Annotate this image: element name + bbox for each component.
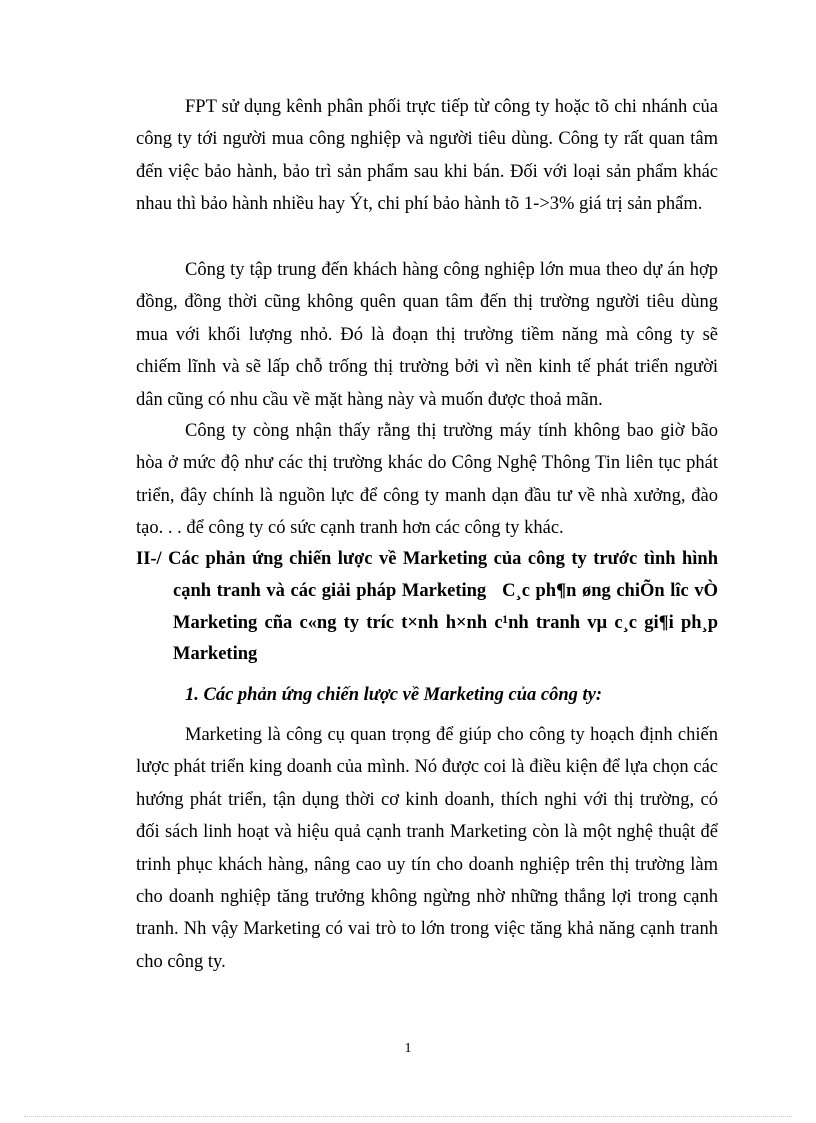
subsection-heading: 1. Các phản ứng chiến lược về Marketing của công ty:	[185, 685, 602, 705]
paragraph-market-saturation: Công ty còng nhận thấy rằng thị trường máy tính không bao giờ bão hòa ở mức độ như các thị trường khác do Công Nghệ Thông Tin liên tục phát triển, đây chính là nguồn lực để công ty manh dạn đầu tư về nhà xưởng, đào tạo. . . để công ty có sức cạnh tranh hơn các công ty khác.	[136, 421, 718, 539]
section-heading-text: II-/ Các phản ứng chiến lược về Marketing của công ty trước tình hình cạnh tranh và các giải pháp Marketing	[136, 549, 718, 601]
paragraph-distribution: FPT sử dụng kênh phân phối trực tiếp từ công ty hoặc tõ chi nhánh của công ty tới người mua công nghiệp và người tiêu dùng. Công ty rất quan tâm đến việc bảo hành, bảo trì sản phẩm sau khi bán. Đối với loại sản phẩm khác nhau thì bảo hành nhiều hay Ýt, chi phí bảo hành tõ 1->3% giá trị sản phẩm.	[136, 97, 718, 215]
section-heading-garbled-text: C¸c ph¶n øng chiÕn lîc vÒ Marketing cña c«ng ty tríc t×nh h×nh c¹nh tranh vµ c¸c gi¶i ph¸p Marketing	[173, 580, 718, 665]
page-number: 1	[404, 1041, 412, 1056]
paragraph-marketing-role: Marketing là công cụ quan trọng để giúp cho công ty hoạch định chiến lược phát triển king doanh của mình. Nó được coi là điều kiện để lựa chọn các hướng phát triển, tận dụng thời cơ kinh doanh, thích nghi với thị trường, có đối sách linh hoạt và hiệu quả cạnh tranh Marketing còn là một nghệ thuật để trinh phục khách hàng, nâng cao uy tín cho doanh nghiệp trên thị trường làm cho doanh nghiệp tăng trưởng không ngừng nhờ những thắng lợi trong cạnh tranh. Nh vậy Marketing có vai trò to lớn trong việc tăng khả năng cạnh tranh cho công ty.	[136, 725, 718, 972]
section-heading	[136, 544, 718, 671]
paragraph-customers: Công ty tập trung đến khách hàng công nghiệp lớn mua theo dự án hợp đồng, đồng thời cũng không quên quan tâm đến thị trường người tiêu dùng mua với khối lượng nhỏ. Đó là đoạn thị trường tiềm năng mà công ty sẽ chiếm lĩnh và sẽ lấp chỗ trống thị trường bởi vì nền kinh tế phát triển người dân cũng có nhu cầu về mặt hàng này và muốn được thoả mãn.	[136, 260, 718, 410]
page-break-divider	[24, 1116, 792, 1117]
